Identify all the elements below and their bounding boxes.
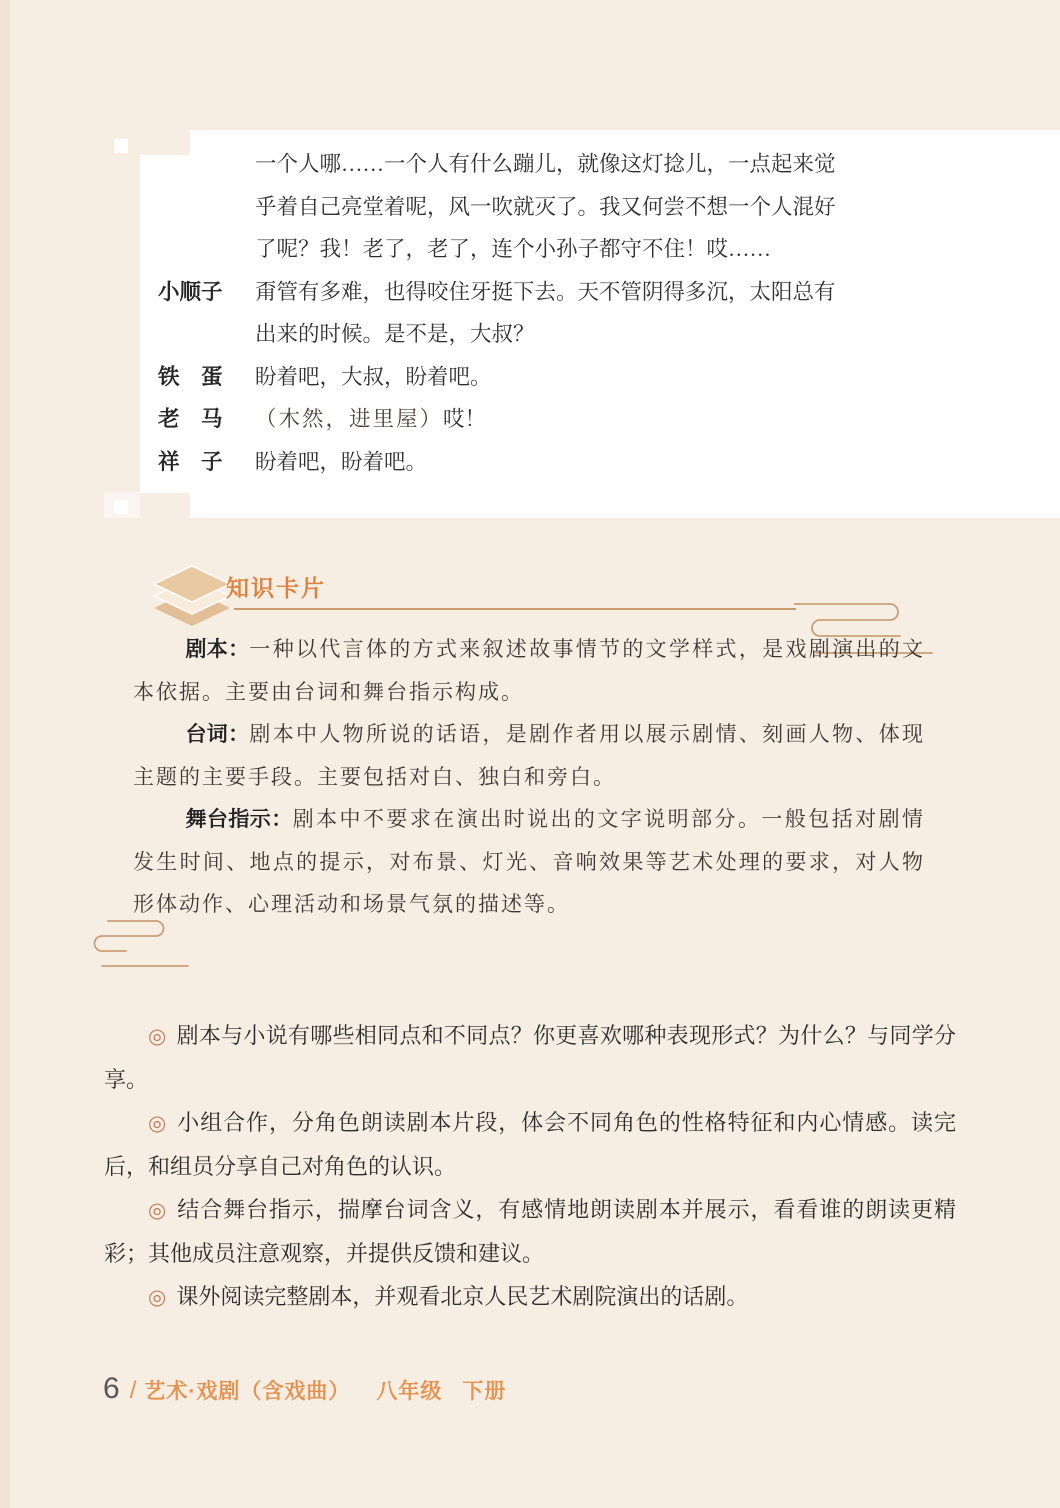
activity-item (104, 1014, 956, 1101)
knowledge-entry (133, 798, 925, 925)
term-label: 台词： (185, 723, 250, 746)
activity-text: 结合舞台指示，揣摩台词含义，有感情地朗读剧本并展示，看看谁的朗读更精彩；其他成员注意观察，并提供反馈和建议。 (104, 1197, 956, 1266)
dialogue-row (158, 398, 948, 441)
term-label: 剧本： (185, 638, 250, 661)
bullet-icon: ◎ (148, 1198, 168, 1222)
speaker-name: 祥 子 (158, 449, 223, 474)
term-definition: 剧本中不要求在演出时说出的文字说明部分。一般包括对剧情发生时间、地点的提示，对布景、灯光、音响效果等艺术处理的要求，对人物形体动作、心理活动和场景气氛的描述等。 (133, 807, 926, 916)
bullet-icon: ◎ (148, 1285, 167, 1309)
speech (255, 143, 948, 271)
speech (255, 441, 948, 484)
book-title: 艺术·戏剧（含戏曲） (144, 1380, 351, 1403)
knowledge-card-title: 知识卡片 (226, 575, 326, 601)
corner-pixel-deco (114, 139, 128, 153)
speech-line: 盼着吧，大叔，盼着吧。 (255, 364, 492, 389)
term-definition: 剧本中人物所说的话语，是剧作者用以展示剧情、刻画人物、体现主题的主要手段。主要包括对白、独白和旁白。 (133, 722, 925, 789)
speaker-name: 铁 蛋 (158, 364, 223, 389)
activity-text: 小组合作，分角色朗读剧本片段，体会不同角色的性格特征和内心情感。读完后，和组员分享自己对角色的认识。 (104, 1110, 956, 1179)
speaker-name: 老 马 (158, 407, 223, 431)
layers-icon (150, 564, 234, 633)
bullet-icon: ◎ (148, 1024, 167, 1048)
activity-item (104, 1188, 956, 1275)
knowledge-card-body (133, 628, 925, 925)
activities-section (104, 1014, 956, 1319)
dialogue-row (158, 271, 948, 356)
dialogue-content (158, 143, 948, 483)
knowledge-entry (133, 628, 925, 713)
speech-text: 哎！ (443, 407, 487, 431)
page-number: 6 (103, 1372, 120, 1405)
page-footer (103, 1372, 506, 1406)
speech-line: 盼着吧，盼着吧。 (255, 449, 428, 474)
speech-line: 了呢？我！老了，老了，连个小孙子都守不住！哎…… (255, 237, 772, 261)
speaker-name: 小顺子 (158, 279, 223, 304)
cloud-swirl-icon (86, 918, 198, 975)
speech (255, 271, 948, 356)
speech-line (255, 398, 948, 441)
activity-text: 剧本与小说有哪些相同点和不同点？你更喜欢哪种表现形式？为什么？与同学分享。 (104, 1023, 956, 1092)
page-edge-strip (0, 0, 10, 1508)
dialogue-row (158, 441, 948, 484)
header-rule (234, 608, 796, 610)
grade-label: 八年级 (376, 1380, 443, 1403)
speech (255, 356, 948, 399)
term-label: 舞台指示： (185, 808, 293, 831)
corner-pixel-deco (114, 500, 128, 514)
speech-line: 甭管有多难，也得咬住牙挺下去。天不管阴得多沉，太阳总有 (255, 279, 836, 304)
knowledge-entry (133, 713, 925, 798)
activity-item (104, 1101, 956, 1188)
activity-text: 课外阅读完整剧本，并观看北京人民艺术剧院演出的话剧。 (176, 1284, 749, 1309)
speech (255, 398, 948, 441)
dialogue-row (158, 143, 948, 271)
corner-notch-bottom (140, 493, 190, 518)
speech-line: 出来的时候。是不是，大叔？ (255, 322, 535, 346)
speech-line: 乎着自己亮堂着呢，风一吹就灭了。我又何尝不想一个人混好 (255, 194, 836, 219)
stage-direction: （木然，进里屋） (255, 407, 444, 431)
speech-line: 一个人哪……一个人有什么蹦儿，就像这灯捻儿，一点起来觉 (255, 152, 836, 176)
footer-separator: / (129, 1377, 137, 1404)
activity-item (104, 1275, 956, 1319)
bullet-icon: ◎ (148, 1111, 168, 1135)
dialogue-row (158, 356, 948, 399)
volume-label: 下册 (462, 1380, 507, 1403)
term-definition: 一种以代言体的方式来叙述故事情节的文学样式，是戏剧演出的文本依据。主要由台词和舞台指示构成。 (133, 637, 925, 704)
